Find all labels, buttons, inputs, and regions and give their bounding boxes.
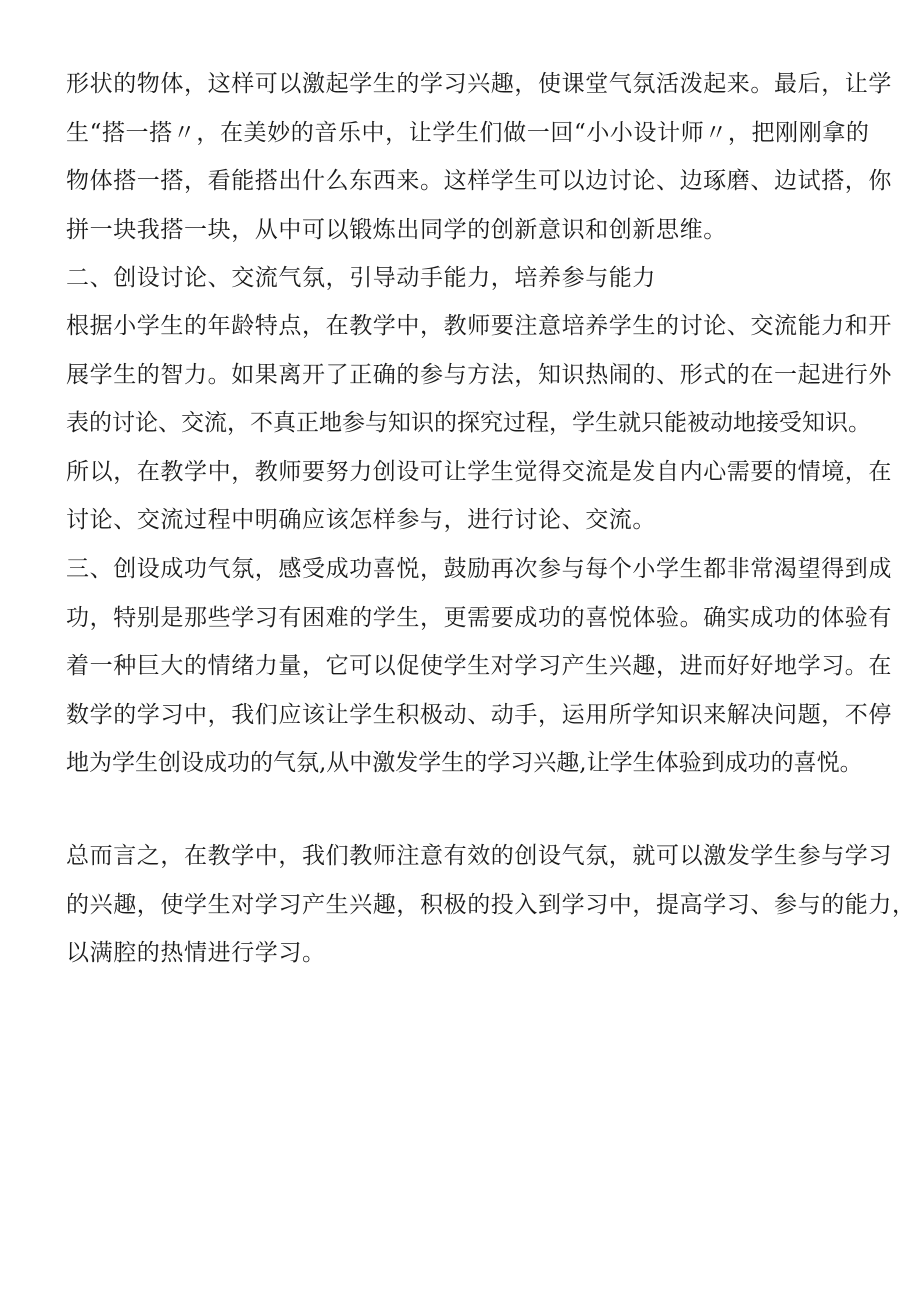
text-line: 形状的物体，这样可以激起学生的学习兴趣，使课堂气氛活泼起来。最后，让学: [66, 71, 892, 97]
conclusion-paragraph: [66, 832, 916, 978]
text-line: 的兴趣，使学生对学习产生兴趣，积极的投入到学习中，提高学习、参与的能力，: [66, 891, 916, 918]
section-two-paragraph: [66, 302, 892, 545]
text-line: 以满腔的热情进行学习。: [66, 940, 326, 966]
section-two-heading-block: [66, 254, 866, 303]
section-heading: 二、创设讨论、交流气氛，引导动手能力，培养参与能力: [66, 265, 656, 291]
text-line: 拼一块我搭一块，从中可以锻炼出同学的创新意识和创新思维。: [66, 216, 727, 243]
text-line: 所以，在教学中，教师要努力创设可让学生觉得交流是发自内心需要的情境，在: [66, 458, 892, 485]
intro-paragraph: [66, 60, 892, 254]
text-line: 三、创设成功气氛，感受成功喜悦，鼓励再次参与每个小学生都非常渴望得到成: [66, 556, 892, 582]
text-line: 总而言之，在教学中，我们教师注意有效的创设气氛，就可以激发学生参与学习: [66, 843, 892, 869]
text-line: 展学生的智力。如果离开了正确的参与方法，知识热闹的、形式的在一起进行外: [66, 361, 892, 388]
text-line: 地为学生创设成功的气氛,从中激发学生的学习兴趣,让学生体验到成功的喜悦。: [66, 750, 863, 776]
text-line: 表的讨论、交流，不真正地参与知识的探究过程，学生就只能被动地接受知识。: [66, 410, 871, 436]
section-three-paragraph: [66, 545, 892, 788]
text-line: 讨论、交流过程中明确应该怎样参与，进行讨论、交流。: [66, 507, 656, 533]
text-line: 功，特别是那些学习有困难的学生，更需要成功的喜悦体验。确实成功的体验有: [66, 604, 892, 631]
text-line: 数学的学习中，我们应该让学生积极动、动手，运用所学知识来解决问题，不停: [66, 701, 892, 728]
text-line: 着一种巨大的情绪力量，它可以促使学生对学习产生兴趣，进而好好地学习。在: [66, 653, 892, 679]
text-line: 物体搭一搭，看能搭出什么东西来。这样学生可以边讨论、边琢磨、边试搭，你: [66, 168, 892, 194]
text-line: 根据小学生的年龄特点，在教学中，教师要注意培养学生的讨论、交流能力和开: [66, 313, 892, 339]
text-line: 生“搭一搭〃，在美妙的音乐中，让学生们做一回“小小设计师〃，把刚刚拿的: [66, 119, 870, 146]
